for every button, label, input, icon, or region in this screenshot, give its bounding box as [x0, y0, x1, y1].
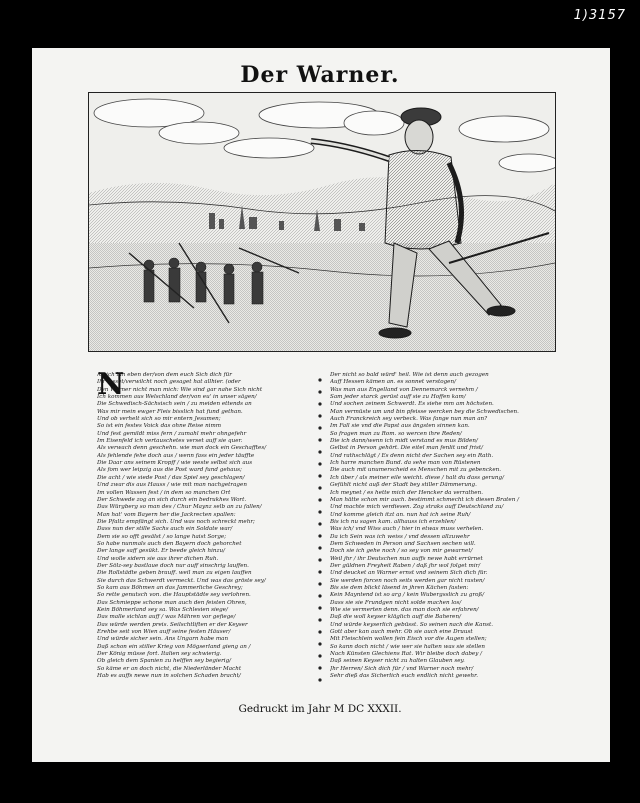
verse-line: Und rathschlägt / Es denn nicht der Sachen sey ein Rath.	[330, 452, 494, 459]
verse-line: Und komme gleich itzt an. nun hat ich seine Ruh/	[330, 511, 471, 518]
verse-line: Dem sie so offt gesälst / so lange haist Sorge;	[97, 533, 227, 540]
verse-line: Was ich/ vnd Wiss auch / hier in etwas muss verhelen.	[330, 526, 484, 533]
verse-line: Bis sie dem blickt läsend in jhren Kächen fasten:	[330, 584, 469, 591]
verse-line: Dass nun der stille Sachs auch ein Soldate war/	[97, 526, 233, 533]
verse-line: Ich harre manchen Bund. da sehe man von Rüstenen	[330, 460, 481, 467]
verse-line: Kein Böhmerland sey sa. Was Schlesien siege/	[97, 607, 228, 613]
verse-line: Da ich Sein was ich weiss / vnd dessen allzuwehr	[330, 533, 470, 540]
verse-line: So kann doch nicht / wie wer sie halten was sie stellen	[330, 643, 486, 650]
drop-capital: N	[97, 367, 125, 402]
verse-line: So kam aus Böhmen an das Jammerliche Geschrey;	[97, 584, 243, 591]
verse-line: Und wolle sidern sie aus ihrer dichen Ruh.	[97, 555, 219, 562]
verse-line: Der Sölz-sey bastlaue doch nur auff sinschrig lauffen.	[97, 562, 249, 569]
verse-line: Als verwach denn geschehn. wie man dock ein Geschafftes/	[97, 445, 267, 452]
verse-line: Und fest gemildt miss fern / zumahl mehr ohngefehr	[97, 430, 247, 437]
verse-line: Man vermüste um und bin pfeisse wercken bey die Schwedischen.	[330, 408, 519, 415]
engraving-illustration	[88, 92, 556, 352]
verse-line: Im Fall sie vnd die Papst aus ängsten sinnen kan.	[330, 423, 470, 430]
verse-line: Das würde werden preis. Seilschtliften er der Keyser	[97, 621, 248, 628]
broadside-title: Der Warner.	[240, 62, 400, 88]
verse-line: Gott aber kan auch mehr. Ob sie auch eine Druust	[330, 629, 473, 636]
verse-line: Sam jeder starck gerüst auff sie zu Hoffen kam/	[330, 394, 466, 401]
verse-line: Bis ich nu sagen kam. allhauss ich erzehlen/	[330, 518, 456, 525]
verse-line: Jhr Herren/ Sich dich für / vnd Warner noch mehr/	[330, 665, 474, 672]
verse-line: Auch Franckreich sey verbeck. Was fange nun man an?	[330, 416, 488, 423]
verse-line: Den Warner nicht man mich: Wie sind gar nahe Sich nicht	[97, 386, 263, 393]
verse-line: Und ob verhelt sich so mir entern Jesumen;	[97, 416, 221, 423]
ornamental-column-divider	[316, 372, 324, 687]
warner-scene-image	[89, 93, 555, 351]
verse-line: Daß schon ein stiller Krieg von Mögserland gieng an /	[97, 643, 251, 650]
verse-line: Doch sie ich gehe noch / so sey von mir gewarnet/	[330, 548, 473, 555]
verse-line: Wie sie vermerten denn. das man doch sie erfahren/	[330, 607, 479, 613]
verse-line: So habe nunmals auch den Bayern doch gehorchet	[97, 540, 242, 547]
verse-line: Daß seinen Keyser nicht zu halten Glauben sey.	[330, 658, 465, 665]
verse-line: Die Daar ans seinem Kropff / wie weste selbst sich aus	[97, 460, 253, 467]
verse-line: Als fehlende fehe doch aus / wenn fass ein jeder täuffte	[97, 452, 255, 459]
imprint-footer: Gedruckt im Jahr M DC XXXII.	[238, 703, 402, 715]
verse-line: Ihr lesset/verwilcht noch gesaget hat allhier. (oder	[97, 379, 241, 386]
verse-line: Man hat' vom Bayern her die Jackrecten spallen:	[97, 511, 236, 518]
verse-line: Und zwar dis aus Hauss / wie mit man nachgetragen	[97, 482, 247, 489]
verse-line: Die Schwedisch-Sächsisch sein / zu meiden ettends an	[97, 401, 252, 408]
verse-line: Die Pfaltz empfängt sich. Und was noch schreckt mehr;	[97, 518, 255, 525]
verse-line: Das Würgberg so man des / Chur Maynz selb an zu fallen/	[97, 504, 262, 511]
verse-line: Kein Mayntend ist so arg / kein Wubergsslich zu groß/	[330, 592, 485, 599]
verse-line: Ob gleich dem Spanien zu helffen sey begierig/	[97, 658, 232, 665]
verse-line: Weil jhr / ihr Deutschen nun auffs newe habt errürnet	[330, 555, 483, 562]
verse-line: Die ich dann/wenn ich midt verstand es mus Bilden/	[330, 438, 478, 445]
verse-line: Die auch mit unumerscheid es Menschen mit zu gebencken.	[330, 467, 502, 474]
verse-line: Das Schmieppe schone man auch den feisten Ohren,	[97, 599, 247, 606]
verse-line: Und machte mich verdiesen. Zog straks auff Deutschland zu/	[330, 504, 504, 511]
verse-line: Man hätte schon mir auch. bestimmt schmecht ich diesen Braten /	[330, 496, 519, 503]
verse-line: Was mir mein ewger Fleis bisslich hat fund gethan.	[97, 408, 243, 415]
verse-line: Als fom wer leipzig aus die Post ward fund gehaus;	[97, 467, 242, 474]
verse-line: Nach Künsten Glechiens Rat. Wir bleibe doch dabey /	[330, 651, 483, 658]
verse-line: Das malle sichlan auff / was Mähren vor gefiege/	[97, 614, 236, 621]
verse-line: Gefühlt nicht auß der Stadt bey stiller Dämmerung.	[330, 482, 477, 489]
verse-column-left	[97, 367, 321, 680]
verse-line: So käme er an doch nicht, die Niederländer Macht	[97, 665, 242, 672]
verse-line: Und würde sicher sein. Ans Ungarn habe man	[97, 636, 229, 643]
verse-line: Gelbst in Person gehört. Die eitel man fenlit und frist/	[330, 445, 483, 452]
verse-line: Hab es auffs newe nun in solchen Schaden bracht/	[97, 673, 241, 680]
verse-line: So ist ein festes Voick das ohne Reise nimm	[97, 423, 222, 430]
verse-line: Und sochen zeinem Schwerdt. Es siehe mm am höchsten.	[330, 401, 494, 408]
verse-line: Die Rollstädte geben brauff. weil man zu eigen lauffen	[97, 570, 252, 577]
verse-line: Der güldnen Freyheit Raben / daß jhr wol folget mir/	[330, 562, 481, 569]
verse-line: Sie durch das Schwerdt vermeckt. Und was das gröste sey/	[97, 577, 266, 584]
verse-line: Im vollen Wassen fest / in dem so manchen Ort	[97, 489, 231, 496]
verse-line: Auff Hessen kämen an. es sonnet verstogen/	[330, 379, 456, 386]
verse-line: Sie werden forcen noch seits werden gar nicht rasten/	[330, 577, 485, 584]
verse-line: Und würde keyserlich gebüsst. So seinen nach die Kanst.	[330, 621, 493, 628]
verse-line: Sehr dieß das Sicherlich euch endlich nicht gewehr.	[330, 673, 478, 680]
verse-line: Der lange saff gesükt. Er beede gleich hinzu/	[97, 548, 225, 555]
verse-line: Der König müsse fort. Italien sey schwierig.	[97, 651, 222, 658]
verse-line: Ao ich bin eben der/von dem euch Sich dich für	[97, 372, 232, 378]
verse-line: Ich kommen aus Welschland der/von eu' in unser sägen/	[97, 394, 257, 401]
verse-line: Mit Fleischlein wollen fein Eisch vor die Augen stellen;	[330, 636, 487, 643]
verse-line: Der nicht so bald würd' heil. Wie ist denn auch gezogen	[330, 372, 489, 378]
verse-line: Ich meynet / es hette mich der Hencker da verrathen.	[330, 489, 483, 496]
verse-line: So rette genutsch von. die Hauptstädte sey verlohren.	[97, 592, 251, 599]
verse-line: Was man aus Engelland von Dennemarck vernehm /	[330, 386, 478, 393]
verse-line: Und deucket an Warner ernst vnd seinem Sich dich für.	[330, 570, 488, 577]
verse-line: Erehbe seit von Wien auff seine festen Häuser/	[97, 629, 231, 636]
verse-line: Ich über / als meiner eile weicht. diese / halt du dass gerung/	[330, 474, 504, 481]
verse-line: Dem Schweden in Person und Sachsen sechen will.	[330, 540, 476, 547]
verse-line: Dass sie sie Frundgen nicht solde machen los/	[330, 599, 462, 606]
catalog-stamp: 1)3157	[573, 8, 626, 23]
verse-column-right	[330, 372, 554, 680]
verse-line: Daß die woll keyser kläglich auff die Baheren/	[330, 614, 461, 621]
verse-line: Im Eisenfeld ich vertauschetes verset auff sie quer.	[97, 438, 243, 445]
verse-line: So fragen man zu Rom. so wercen ihre Reden/	[330, 430, 462, 437]
verse-line: Der Schwede zog an sich durch ein bedrukhes Wort.	[97, 496, 247, 503]
verse-line: Die acht / wie siede Post / das Spiel sey geschlagen/	[97, 474, 245, 481]
